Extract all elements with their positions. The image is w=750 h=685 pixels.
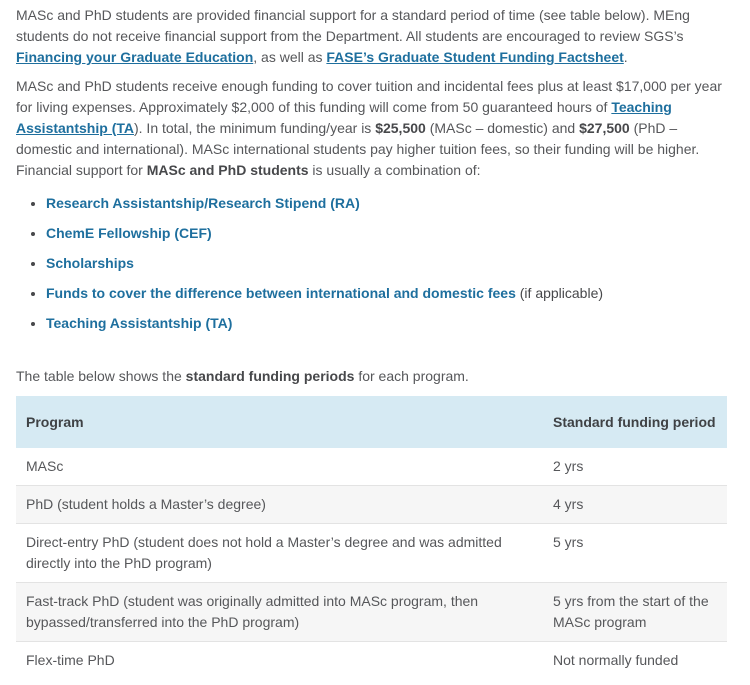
table-row [16,583,727,642]
list-link-cheme-fellowship[interactable]: ChemE Fellowship (CEF) [46,225,212,241]
min-funding-masc: $25,500 [375,120,426,136]
text-segment: is usually a combination of: [308,162,481,178]
text-segment: (PhD – domestic and international). MASc international students pay higher tuition fees, so their funding will be higher. Financial support for [16,120,700,178]
funding-table-header [16,396,727,448]
text-segment: MASc and PhD students receive enough funding to cover tuition and incidental fees plus at least $17,000 per year for living expenses. Approximately $2,000 of this funding will come from 50 guaranteed hours of [16,78,722,115]
text-segment: . [623,49,628,65]
table-row [16,642,727,680]
link-teaching-assistantship[interactable]: Teaching Assistantship (TA [16,99,672,136]
link-fase-graduate-student-funding-factsheet[interactable]: FASE’s Graduate Student Funding Factsheet [326,49,624,65]
period-cell: 2 yrs [553,458,584,474]
period-cell: 5 yrs from the start of the MASc program [543,583,727,642]
program-cell: MASc [26,458,64,474]
text-segment: (MASc – domestic) and [425,120,580,136]
table-row [16,524,727,583]
intro-paragraph [16,5,735,68]
program-cell: PhD (student holds a Master’s degree) [16,486,543,524]
funding-list-item [46,253,735,274]
table-row [16,486,727,524]
funding-table-body [16,448,727,679]
table-row [16,448,727,486]
text-segment: , as well as [253,49,327,65]
column-header-standard-funding-period: Standard funding period [543,396,727,448]
period-cell: Not normally funded [543,642,727,680]
program-cell: Flex-time PhD [16,642,543,680]
period-cell: 5 yrs [543,524,727,583]
standard-funding-periods-emphasis: standard funding periods [185,368,355,384]
text-segment: ). In total, the minimum funding/year is [133,120,376,136]
funding-details-paragraph [16,76,735,181]
funding-list-item [46,223,735,244]
period-cell: 4 yrs [543,486,727,524]
text-segment: for each program. [354,368,469,384]
funding-list-item [46,193,735,214]
min-funding-phd: $27,500 [579,120,630,136]
text-segment: (if applicable) [515,285,604,301]
list-link-research-assistantship[interactable]: Research Assistantship/Research Stipend (RA) [46,195,360,211]
funding-list-item [46,313,735,334]
page-content [16,5,735,679]
text-segment: MASc and PhD students are provided financial support for a standard period of time (see table below). MEng students do not receive financial support from the Department. All students are encouraged to review SGS’s [16,7,690,44]
funding-sources-list [16,193,735,334]
text-segment: The table below shows the [16,368,186,384]
masc-phd-students-emphasis: MASc and PhD students [146,162,309,178]
table-intro-paragraph [16,366,735,387]
column-header-program: Program [16,396,543,448]
link-financing-your-graduate-education[interactable]: Financing your Graduate Education [16,49,254,65]
funding-list-item [46,283,735,304]
table-header-row [16,396,727,448]
program-cell: Fast-track PhD (student was originally admitted into MASc program, then bypassed/transferred into the PhD program) [16,583,543,642]
list-link-international-fees[interactable]: Funds to cover the difference between international and domestic fees [46,285,516,301]
funding-period-table [16,396,727,679]
program-cell: Direct-entry PhD (student does not hold a Master’s degree and was admitted directly into the PhD program) [16,524,543,583]
list-link-teaching-assistantship[interactable]: Teaching Assistantship (TA) [46,315,233,331]
list-link-scholarships[interactable]: Scholarships [46,255,134,271]
